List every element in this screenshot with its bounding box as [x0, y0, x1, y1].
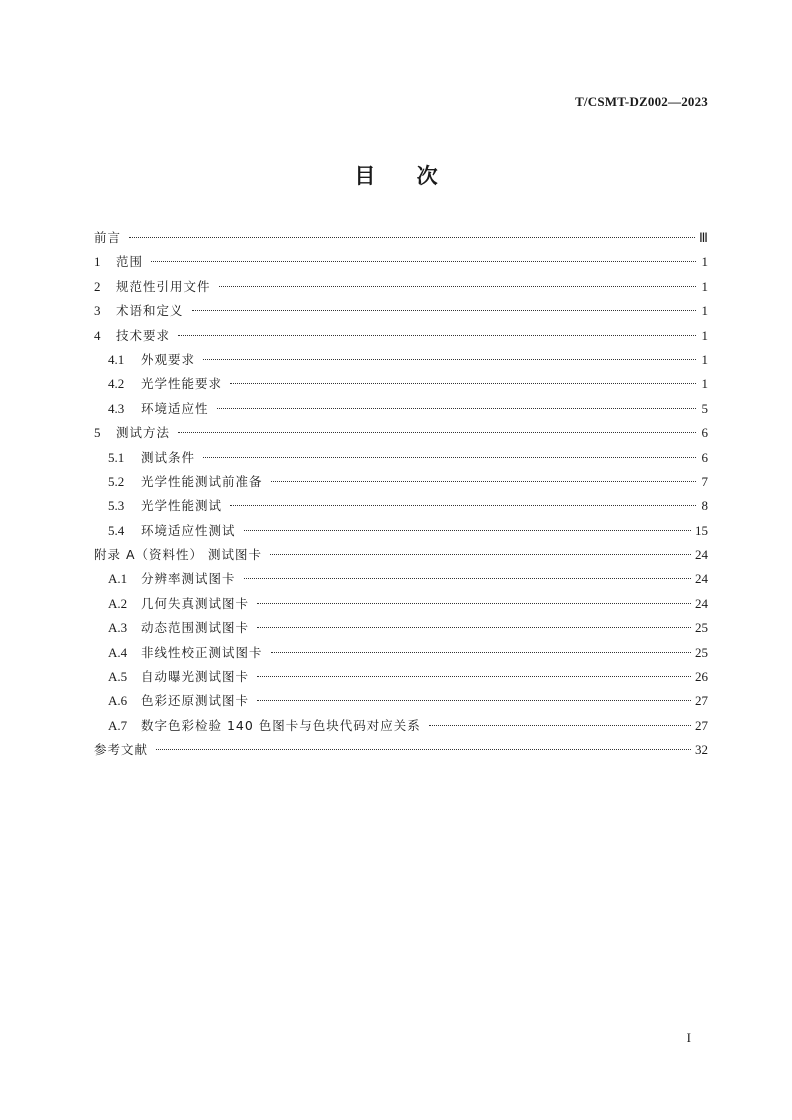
toc-entry-title: 环境适应性测试 — [141, 522, 236, 538]
dot-leader — [203, 457, 696, 458]
toc-entry-title: 范围 — [116, 254, 144, 270]
toc-entry-title: 测试方法 — [116, 425, 171, 441]
toc-entry-title: 动态范围测试图卡 — [141, 620, 250, 636]
toc-entry-title: 技术要求 — [116, 327, 171, 343]
toc-entry[interactable] — [94, 299, 708, 323]
toc-entry-page: 1 — [701, 303, 708, 319]
dot-leader — [230, 383, 696, 384]
dot-leader — [244, 530, 691, 531]
toc-entry[interactable] — [94, 665, 708, 689]
toc-entry[interactable] — [94, 592, 708, 616]
dot-leader — [203, 359, 696, 360]
dot-leader — [271, 481, 696, 482]
toc-entry-title: 规范性引用文件 — [116, 278, 211, 294]
toc-entry-page: 8 — [701, 498, 708, 514]
toc-entry[interactable] — [94, 470, 708, 494]
dot-leader — [257, 676, 691, 677]
toc-entry[interactable] — [94, 519, 708, 543]
toc-entry-page: 6 — [701, 449, 708, 465]
toc-entry[interactable] — [94, 348, 708, 372]
toc-entry-title: 环境适应性 — [141, 400, 209, 416]
toc-entry-title: 色彩还原测试图卡 — [141, 693, 250, 709]
toc-entry-title: 前言 — [94, 230, 122, 245]
dot-leader — [178, 335, 696, 336]
toc-entry-title: 术语和定义 — [116, 303, 184, 319]
toc-entry-page: 1 — [701, 327, 708, 343]
toc-entry-title: 几何失真测试图卡 — [141, 595, 250, 611]
toc-entry-page: 6 — [701, 425, 708, 441]
toc-entry-page: 7 — [701, 473, 708, 489]
dot-leader — [257, 627, 691, 628]
toc-entry-number: 4.2 — [108, 376, 125, 392]
toc-entry-page: 25 — [695, 644, 708, 660]
dot-leader — [151, 261, 696, 262]
toc-entry-title: 非线性校正测试图卡 — [141, 644, 263, 660]
toc-entry-page: 1 — [701, 254, 708, 270]
dot-leader — [257, 700, 691, 701]
dot-leader — [129, 237, 695, 238]
dot-leader — [257, 603, 691, 604]
toc-entry[interactable] — [94, 275, 708, 299]
toc-entry[interactable] — [94, 543, 708, 567]
page-number: I — [686, 1030, 691, 1045]
toc-entry-number: A.7 — [108, 717, 128, 733]
toc-entry-number: A.2 — [108, 595, 128, 611]
toc-entry-number: A.5 — [108, 669, 128, 685]
toc-entry-page: 27 — [695, 693, 708, 709]
dot-leader — [219, 286, 696, 287]
toc-entry-title: 自动曝光测试图卡 — [141, 669, 250, 685]
toc-entry-number: 5.1 — [108, 449, 125, 465]
toc-entry[interactable] — [94, 324, 708, 348]
toc-entry-number: 1 — [94, 254, 101, 270]
toc-entry-number: A.6 — [108, 693, 128, 709]
toc-entry-number: A.1 — [108, 571, 128, 587]
toc-entry[interactable] — [94, 446, 708, 470]
toc-entry-number: 3 — [94, 303, 101, 319]
toc-entry-number: 5.4 — [108, 522, 125, 538]
toc-entry-title: 数字色彩检验 140 色图卡与色块代码对应关系 — [141, 717, 421, 733]
toc-entry[interactable] — [94, 397, 708, 421]
toc-entry-page: 24 — [695, 571, 708, 587]
dot-leader — [192, 310, 696, 311]
toc-entry-number: 2 — [94, 278, 101, 294]
toc-entry[interactable] — [94, 616, 708, 640]
toc-entry-page: 1 — [701, 351, 708, 367]
dot-leader — [217, 408, 696, 409]
toc-entry-page: Ⅲ — [699, 230, 708, 245]
toc-entry-page: 32 — [695, 742, 708, 758]
toc-entry-title: 分辨率测试图卡 — [141, 571, 236, 587]
toc-entry-page: 15 — [695, 522, 708, 538]
toc-entry-title: 光学性能测试前准备 — [141, 473, 263, 489]
toc-entry-page: 27 — [695, 717, 708, 733]
toc-entry-page: 1 — [701, 376, 708, 392]
dot-leader — [270, 554, 691, 555]
toc-entry-page: 24 — [695, 547, 708, 563]
toc-entry[interactable] — [94, 250, 708, 274]
dot-leader — [156, 749, 691, 750]
toc-entry[interactable] — [94, 689, 708, 713]
toc-entry[interactable] — [94, 372, 708, 396]
dot-leader — [178, 432, 696, 433]
toc-entry-number: 4.3 — [108, 400, 125, 416]
toc-entry[interactable] — [94, 641, 708, 665]
toc-entry-page: 25 — [695, 620, 708, 636]
toc-entry[interactable] — [94, 421, 708, 445]
toc-entry-number: A.3 — [108, 620, 128, 636]
toc-entry-number: 5.2 — [108, 473, 125, 489]
toc-entry-page: 5 — [701, 400, 708, 416]
toc-entry-number: 4.1 — [108, 351, 125, 367]
toc-entry[interactable] — [94, 226, 708, 250]
toc-entry-title: 外观要求 — [141, 351, 196, 367]
toc-entry-page: 26 — [695, 669, 708, 685]
toc-entry-title: 光学性能测试 — [141, 498, 223, 514]
dot-leader — [244, 578, 691, 579]
toc-entry-number: 5 — [94, 425, 101, 441]
dot-leader — [230, 505, 696, 506]
toc-entry-number: 4 — [94, 327, 101, 343]
toc-entry[interactable] — [94, 738, 708, 762]
page-title: 目 次 — [354, 164, 438, 188]
toc-entry[interactable] — [94, 714, 708, 738]
toc-entry[interactable] — [94, 567, 708, 591]
document-code: T/CSMT-DZ002—2023 — [575, 94, 708, 109]
toc-entry-title: 测试条件 — [141, 449, 196, 465]
toc-entry-number: 5.3 — [108, 498, 125, 514]
table-of-contents — [94, 226, 708, 763]
toc-entry-title: 光学性能要求 — [141, 376, 223, 392]
dot-leader — [271, 652, 691, 653]
toc-entry-title: 附录 A（资料性） 测试图卡 — [94, 547, 262, 563]
toc-entry-number: A.4 — [108, 644, 128, 660]
dot-leader — [429, 725, 691, 726]
toc-entry[interactable] — [94, 494, 708, 518]
toc-entry-page: 24 — [695, 595, 708, 611]
toc-entry-title: 参考文献 — [94, 742, 149, 758]
toc-entry-page: 1 — [701, 278, 708, 294]
